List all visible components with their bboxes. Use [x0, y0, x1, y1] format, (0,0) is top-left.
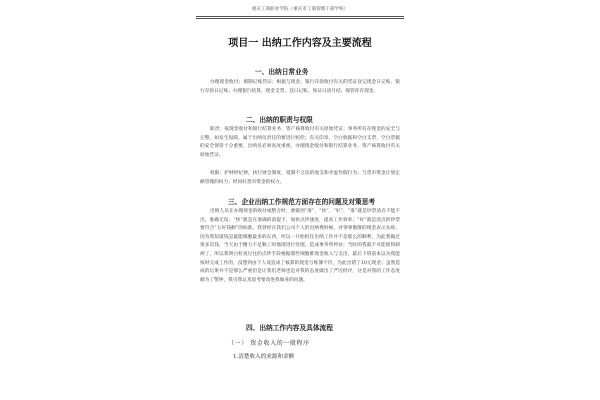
- subsection-heading-1: （一） 资金收入的一般程序: [228, 340, 310, 347]
- section-heading-3: 三、企业出纳工作规范方面存在的问题及对策思考: [228, 198, 376, 206]
- section-2-paragraph-2: 权限：护财经纪律，执行财会制度，抵制不合法的收支和弄虚作假行为；与货币资金计划定额管理的权力；经同好货币资金的权力。: [200, 171, 400, 185]
- document-title: 项目一 出纳工作内容及主要流程: [228, 38, 372, 49]
- list-item-heading-1: 1.清楚收入的来源和金额: [233, 354, 295, 360]
- section-heading-2: 二、出纳的职责与权限: [246, 116, 313, 124]
- running-head: 重庆工商职业学院（重庆市工商管理干部学校）: [251, 7, 349, 12]
- section-3-paragraph-1: 出纳人员在办理现金的收付或整合时，要做到“准”、“快”、“好”、“准”就是钞票清点不能不出，准确无误；“快”就是在准确的前提下，加快点钞速度，提高工作效率；“好”就是清点的钞票要符合“五好钱捆”的标准。我曾经在我们公司个人的出纳费时候，对零零散散的现金表示头疼，因为我知道钱是最能细胞最多的东西，所以一开始担任出纳工作并不是那么的顺利，为此我做过很多次钱，当天由于精力不足顺工时地现进行处理，造成事务所停业；当时的我就不可能推得卸掉了，所以我明白检查过往的点钞手段根据那些细胞难现金收入与支出，最后下班前本以为我能按时完成工作的，没想到由于人设造成了核算的现金与账簿不符，为此出错了10元现金；虽然造成的后果并不是那么严重但是让我们老师也是对我的态度做出了严厉批评，这是对我的工作态度颇为了警钟，我引我认真思考要改进我做业的问题。: [200, 209, 400, 283]
- section-1-paragraph-1: 办理现金收付；填制记账凭证；根据与现金、银行存款收付有关的凭证登记现金日记账、银行存款日记账；办理银行结算、现金支票、登日记账，保证日清月结；保管库有现金。: [200, 80, 400, 94]
- section-heading-1: 一、出纳日常业务: [255, 68, 309, 76]
- section-2-paragraph-1: 职责：按现金收付和银行结算业务、资产核算收付有关原始凭证；事务所有存现金的安全与完整，如发生短缺，属于出纳员责任的要进行赔偿；有关印章、空白收据和空白支票、空白票据的安全保管十分重要，出纳员必须高度重视，办理现金收付和银行结算业务、资产核算收付有关原始凭证。: [200, 127, 400, 158]
- section-heading-4: 四、出纳工作内容及具体流程: [246, 324, 333, 332]
- header-rule-bottom: [196, 18, 404, 19]
